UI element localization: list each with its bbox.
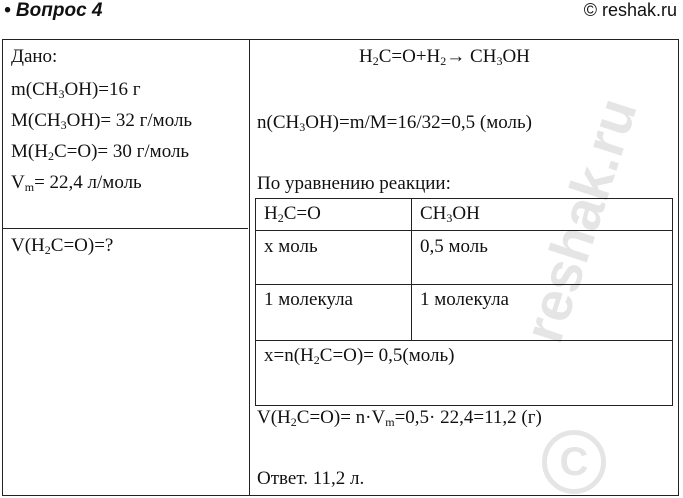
answer-line: Ответ. 11,2 л. — [257, 468, 365, 489]
given-line-molar-mass-methanol: $M(CH_3OH)= 32$ г/моль — [11, 110, 193, 132]
ratio-header-methanol: $CH_3OH$ — [420, 203, 480, 225]
ratio-result: $х=n(H_2C=O)=$ 0,5(моль) — [264, 345, 455, 367]
ratio-cell: х моль — [264, 236, 318, 257]
volume-calculation: $V(H_2C=O)= n\cdot V_m=0,5\cdot 22,4=11,2$ (г) — [257, 407, 542, 429]
watermark-text: reshak.ru — [510, 90, 649, 350]
given-line-molar-mass-formaldehyde: $M(H_2C=O)= 30$ г/моль — [11, 141, 190, 163]
ratio-header-formaldehyde: $H_2C=O$ — [264, 203, 321, 225]
moles-calculation: $n(CH_3OH)=m/M=16/32=0,5$ (моль) — [257, 112, 532, 134]
ratio-cell: 1 молекула — [420, 289, 509, 310]
question-title: • Вопрос 4 — [4, 0, 103, 21]
site-credit: © reshak.ru — [583, 0, 677, 20]
given-title: Дано: — [11, 46, 58, 67]
ratio-cell: 0,5 моль — [420, 236, 488, 257]
reaction-equation: $H_2C=O+H_2\to CH_3OH$ — [359, 46, 530, 68]
ratio-table-row-divider — [256, 284, 672, 285]
solution-table — [2, 39, 679, 496]
column-divider — [249, 40, 250, 495]
find-line: $V(H_2C=O)=$? — [11, 235, 114, 257]
watermark-copyright-icon: C — [542, 430, 606, 494]
given-line-mass: $m(CH_3OH)=16$ г — [11, 79, 141, 101]
by-equation-label: По уравнению реакции: — [257, 173, 451, 194]
ratio-table-column-divider — [411, 199, 412, 340]
given-divider — [3, 228, 248, 229]
ratio-table-row-divider — [256, 340, 672, 341]
given-line-molar-volume: $V_m= 22,4$ л/моль — [11, 172, 142, 194]
ratio-table-row-divider — [256, 230, 672, 231]
ratio-cell: 1 молекула — [264, 289, 353, 310]
ratio-table — [255, 198, 673, 406]
